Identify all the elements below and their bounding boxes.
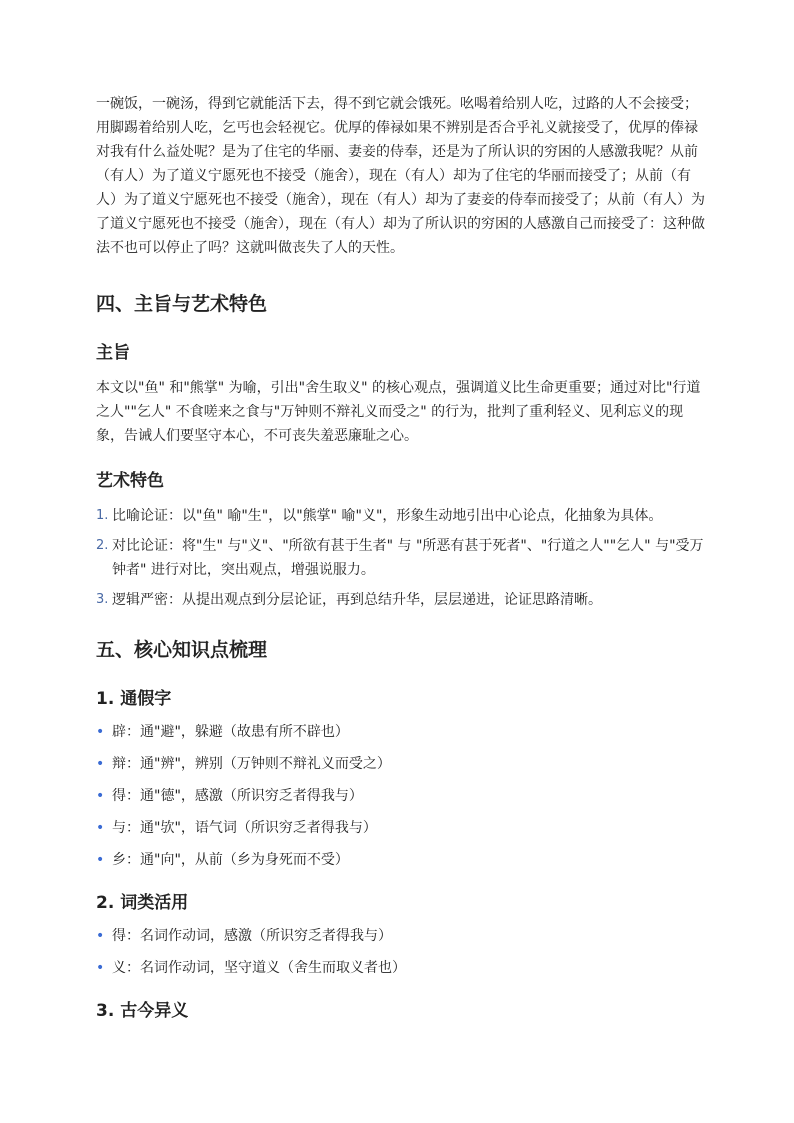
- bullet-icon: •: [96, 756, 105, 772]
- bullet-icon: •: [96, 852, 105, 868]
- list-item-text: 逻辑严密：从提出观点到分层论证，再到总结升华，层层递进，论证思路清晰。: [112, 592, 602, 608]
- subheading-theme: 主旨: [96, 343, 130, 363]
- list-item-text: 对比论证：将"生" 与"义"、"所欲有甚于生者" 与 "所恶有甚于死者"、"行道之人""乞人" 与"受万钟者" 进行对比，突出观点，增强说服力。: [112, 538, 704, 578]
- list-number: 2.: [96, 538, 109, 553]
- list-item: [96, 504, 706, 528]
- list-item: [96, 924, 706, 948]
- list-item: [96, 752, 706, 776]
- list-item: [96, 956, 706, 980]
- subheading-word-class-shift: 2. 词类活用: [96, 893, 189, 913]
- bullet-icon: •: [96, 928, 105, 944]
- list-item-text: 比喻论证：以"鱼" 喻"生"，以"熊掌" 喻"义"，形象生动地引出中心论点，化抽象为具体。: [112, 508, 663, 524]
- translation-paragraph: 一碗饭，一碗汤，得到它就能活下去，得不到它就会饿死。吆喝着给别人吃，过路的人不会接受；用脚踢着给别人吃，乞丐也会轻视它。优厚的俸禄如果不辨别是否合乎礼义就接受了，优厚的俸禄对我有什么益处呢？是为了住宅的华丽、妻妾的侍奉，还是为了所认识的穷困的人感激我呢？从前（有人）为了道义宁愿死也不接受（施舍），现在（有人）却为了住宅的华丽而接受了；从前（有人）为了道义宁愿死也不接受（施舍），现在（有人）却为了妻妾的侍奉而接受了；从前（有人）为了道义宁愿死也不接受（施舍），现在（有人）却为了所认识的穷困的人感激自己而接受了：这种做法不也可以停止了吗？这就叫做丧失了人的天性。: [96, 96, 705, 256]
- list-item: [96, 534, 706, 582]
- list-item: [96, 784, 706, 808]
- list-item-text: 乡：通"向"，从前（乡为身死而不受）: [112, 852, 349, 868]
- document-body: [96, 92, 706, 1024]
- bullet-icon: •: [96, 820, 105, 836]
- list-item: [96, 588, 706, 612]
- list-item-text: 义：名词作动词，坚守道义（舍生而取义者也）: [112, 960, 406, 976]
- subheading-ancient-modern-meaning: 3. 古今异义: [96, 1001, 189, 1021]
- list-item-text: 得：通"德"，感激（所识穷乏者得我与）: [112, 788, 363, 804]
- bullet-icon: •: [96, 960, 105, 976]
- list-item-text: 与：通"欤"，语气词（所识穷乏者得我与）: [112, 820, 377, 836]
- subheading-tongjiazi: 1. 通假字: [96, 689, 172, 709]
- art-features-list: [96, 504, 706, 612]
- tongjiazi-list: [96, 720, 706, 872]
- list-item: [96, 816, 706, 840]
- list-item: [96, 848, 706, 872]
- list-item: [96, 720, 706, 744]
- theme-paragraph: 本文以"鱼" 和"熊掌" 为喻，引出"舍生取义" 的核心观点，强调道义比生命更重要；通过对比"行道之人""乞人" 不食嗟来之食与"万钟则不辩礼义而受之" 的行为，批判了重利轻义、见利忘义的现象，告诫人们要坚守本心，不可丧失羞恶廉耻之心。: [96, 380, 701, 444]
- subheading-art-features: 艺术特色: [96, 471, 164, 491]
- list-item-text: 辩：通"辨"，辨别（万钟则不辩礼义而受之）: [112, 756, 391, 772]
- list-number: 1.: [96, 508, 109, 523]
- word-class-shift-list: [96, 924, 706, 980]
- section-heading-theme-and-art: 四、主旨与艺术特色: [96, 293, 268, 315]
- list-number: 3.: [96, 592, 109, 607]
- bullet-icon: •: [96, 788, 105, 804]
- list-item-text: 得：名词作动词，感激（所识穷乏者得我与）: [112, 928, 392, 944]
- section-heading-knowledge-points: 五、核心知识点梳理: [96, 639, 268, 661]
- bullet-icon: •: [96, 724, 105, 740]
- list-item-text: 辟：通"避"，躲避（故患有所不辟也）: [112, 724, 349, 740]
